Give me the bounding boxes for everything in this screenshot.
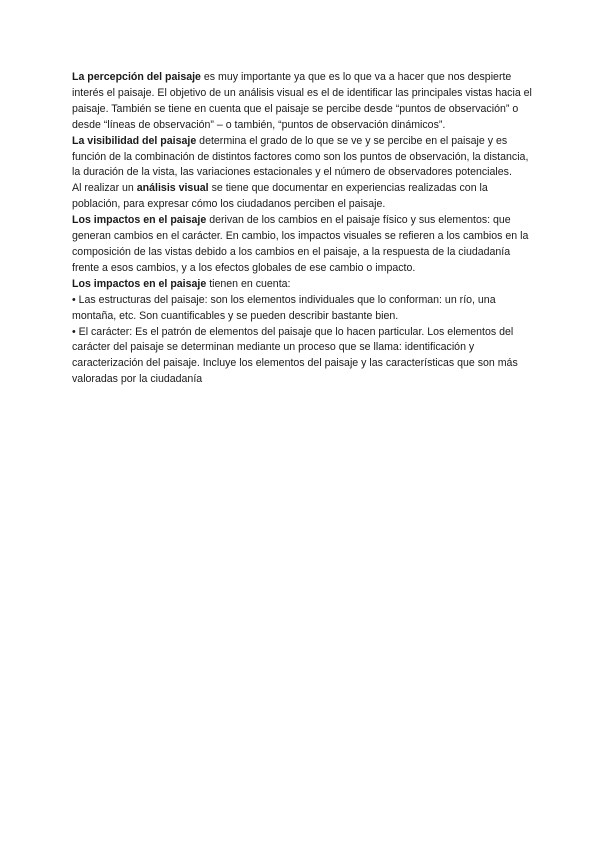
heading-impactos: Los impactos en el paisaje — [72, 214, 207, 227]
document-body — [72, 70, 534, 388]
text-impactos-cuenta: tienen en cuenta: — [206, 277, 291, 290]
text-analisis: se tiene que documentar en experiencias realizadas con la población, para expresar cómo los ciudadanos perciben el paisaje. — [72, 182, 488, 211]
text-percepcion: es muy importante ya que es lo que va a hacer que nos despierte interés el paisaje. El objetivo de un análisis visual es el de identificar las principales vistas hacia el paisaje. También se tiene en cuenta que el paisaje se percibe desde “puntos de observación” o desde “líneas de observación” – o también, “puntos de observación dinámicos”. — [72, 71, 532, 131]
text-caracter: • El carácter: Es el patrón de elementos del paisaje que lo hacen particular. Los elementos del carácter del paisaje se determinan mediante un proceso que se llama: identificación y caracterización del paisaje. Incluye los elementos del paisaje y las características que son más valoradas por la ciudadanía — [72, 325, 518, 386]
bullet-estructuras — [72, 293, 534, 325]
heading-analisis: análisis visual — [136, 182, 209, 195]
paragraph-visibilidad — [72, 134, 534, 182]
text-impactos: derivan de los cambios en el paisaje físico y sus elementos: que generan cambios en el carácter. En cambio, los impactos visuales se refieren a los cambios en la composición de las vistas debido a los cambios en el paisaje, a la respuesta de la ciudadanía frente a esos cambios, y a los efectos globales de ese cambio o impacto. — [72, 214, 529, 274]
heading-impactos-cuenta: Los impactos en el paisaje — [72, 277, 207, 290]
paragraph-impactos-cuenta — [72, 277, 534, 293]
bullet-caracter — [72, 325, 534, 389]
text-estructuras: • Las estructuras del paisaje: son los elementos individuales que lo conforman: un río, una montaña, etc. Son cuantificables y se pueden describir bastante bien. — [72, 293, 496, 322]
heading-visibilidad: La visibilidad del paisaje — [72, 134, 197, 147]
paragraph-analisis — [72, 181, 534, 213]
paragraph-percepcion — [72, 70, 534, 134]
heading-percepcion: La percepción del paisaje — [72, 71, 201, 83]
text-analisis-pre: Al realizar un — [72, 182, 137, 195]
text-visibilidad: determina el grado de lo que se ve y se percibe en el paisaje y es función de la combinación de distintos factores como son los puntos de observación, la distancia, la duración de la vista, las variaciones estacionales y el número de observadores potenciales. — [72, 134, 529, 179]
paragraph-impactos — [72, 213, 534, 277]
